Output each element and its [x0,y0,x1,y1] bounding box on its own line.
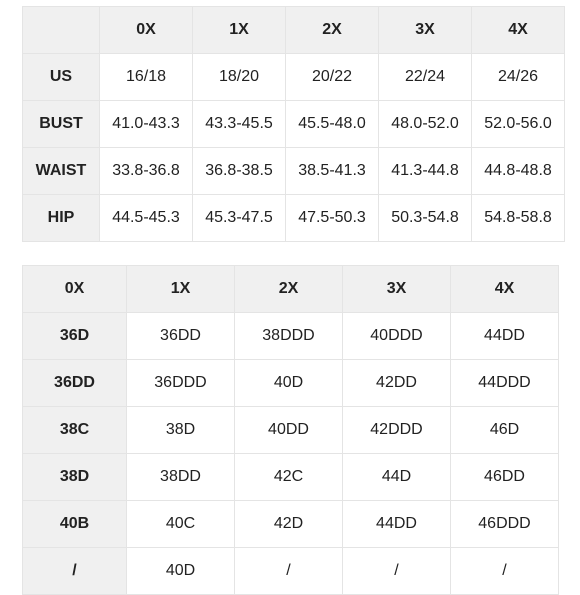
size-header-1x: 1X [193,7,286,54]
table-cell: 42DD [343,360,451,407]
size-chart-table [22,6,565,242]
bra-chart-row [23,454,559,501]
table-cell: 20/22 [286,54,379,101]
bra-chart-row [23,548,559,595]
row-label-us: US [23,54,100,101]
row-label-waist: WAIST [23,148,100,195]
table-cell: 38D [127,407,235,454]
table-cell: 22/24 [379,54,472,101]
table-cell: 40DDD [343,313,451,360]
table-cell: 45.3-47.5 [193,195,286,242]
table-cell: 40DD [235,407,343,454]
row-label-38c: 38C [23,407,127,454]
table-cell: 46DD [451,454,559,501]
bra-header-4x: 4X [451,266,559,313]
bra-size-table [22,265,559,595]
bra-header-3x: 3X [343,266,451,313]
table-cell: 36DD [127,313,235,360]
table-cell: 38DDD [235,313,343,360]
table-cell: 42C [235,454,343,501]
size-chart-corner-cell [23,7,100,54]
table-cell: 54.8-58.8 [472,195,565,242]
table-cell: 46D [451,407,559,454]
size-header-0x: 0X [100,7,193,54]
size-header-3x: 3X [379,7,472,54]
bra-chart-row [23,313,559,360]
table-cell: 44.5-45.3 [100,195,193,242]
size-chart-row-hip [23,195,565,242]
table-cell: 38DD [127,454,235,501]
table-cell: 18/20 [193,54,286,101]
table-cell: 44DDD [451,360,559,407]
table-cell: 44DD [451,313,559,360]
table-cell: 41.3-44.8 [379,148,472,195]
bra-chart-row [23,407,559,454]
bra-header-1x: 1X [127,266,235,313]
row-label-slash: / [23,548,127,595]
table-cell: 41.0-43.3 [100,101,193,148]
table-cell: 33.8-36.8 [100,148,193,195]
row-label-40b: 40B [23,501,127,548]
row-label-36dd: 36DD [23,360,127,407]
table-cell: 52.0-56.0 [472,101,565,148]
row-label-hip: HIP [23,195,100,242]
size-header-2x: 2X [286,7,379,54]
table-cell: / [235,548,343,595]
table-cell: 40C [127,501,235,548]
table-cell: 43.3-45.5 [193,101,286,148]
bra-chart-header-row [23,266,559,313]
size-chart-row-us [23,54,565,101]
table-cell: 42D [235,501,343,548]
row-label-bust: BUST [23,101,100,148]
table-cell: 38.5-41.3 [286,148,379,195]
table-cell: / [343,548,451,595]
row-label-38d: 38D [23,454,127,501]
table-cell: 47.5-50.3 [286,195,379,242]
size-chart-row-waist [23,148,565,195]
table-cell: 36DDD [127,360,235,407]
size-header-4x: 4X [472,7,565,54]
table-cell: 36.8-38.5 [193,148,286,195]
bra-chart-row [23,360,559,407]
table-cell: 24/26 [472,54,565,101]
table-cell: 44D [343,454,451,501]
table-cell: 40D [127,548,235,595]
table-cell: 42DDD [343,407,451,454]
table-cell: / [451,548,559,595]
table-cell: 46DDD [451,501,559,548]
table-cell: 45.5-48.0 [286,101,379,148]
size-chart-header-row [23,7,565,54]
bra-chart-row [23,501,559,548]
bra-header-0x: 0X [23,266,127,313]
table-cell: 44.8-48.8 [472,148,565,195]
size-chart-row-bust [23,101,565,148]
table-cell: 40D [235,360,343,407]
table-cell: 16/18 [100,54,193,101]
table-cell: 48.0-52.0 [379,101,472,148]
bra-header-2x: 2X [235,266,343,313]
table-cell: 44DD [343,501,451,548]
table-cell: 50.3-54.8 [379,195,472,242]
row-label-36d: 36D [23,313,127,360]
